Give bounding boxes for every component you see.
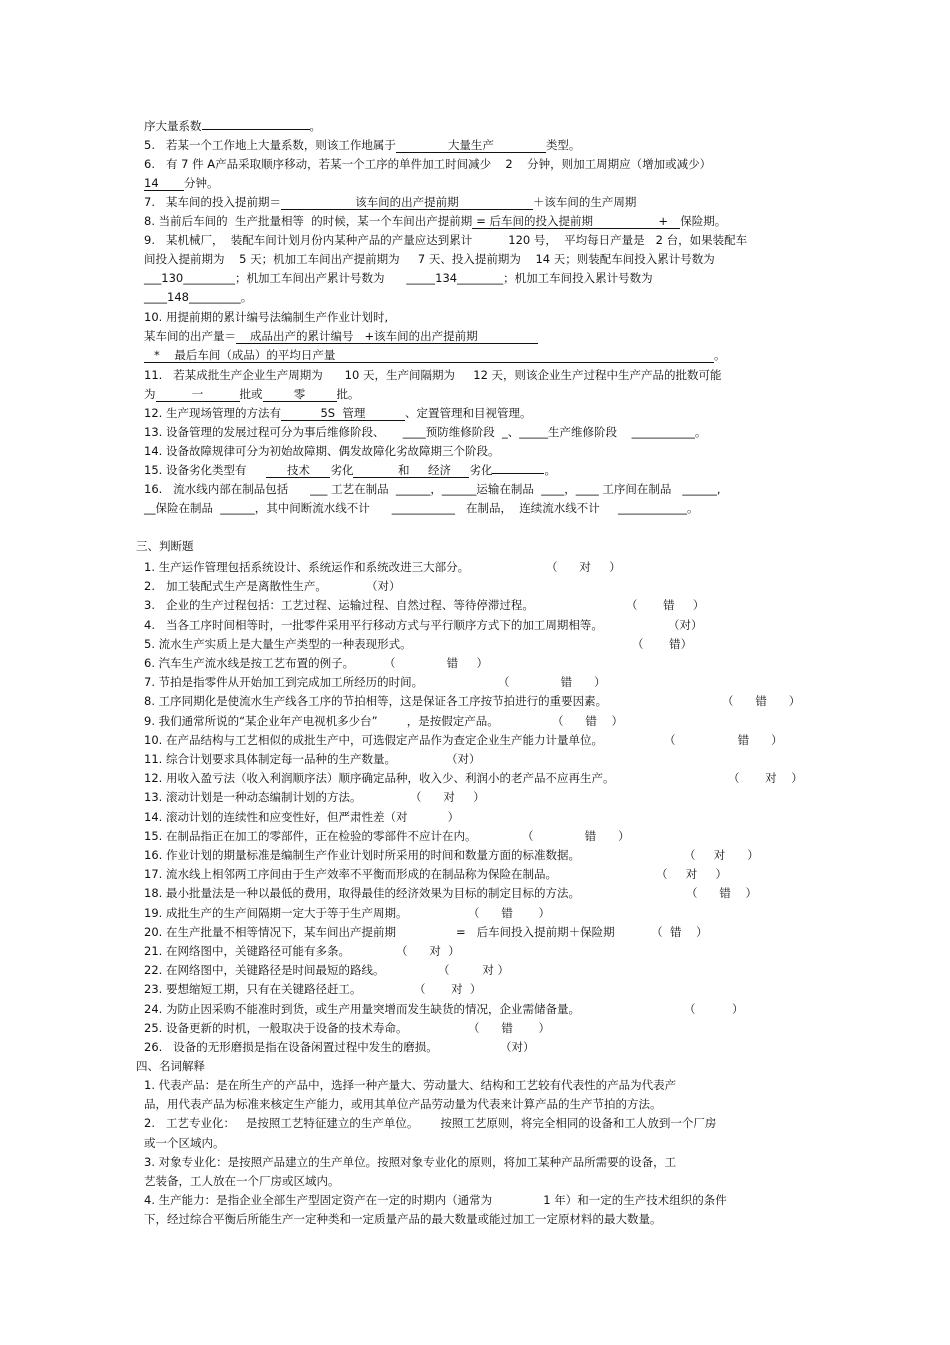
fill-item-11-cont: 为 一 批或 零 批。 xyxy=(144,387,360,401)
judge-item-answer: （ 错 ） xyxy=(664,732,783,747)
judge-item xyxy=(144,578,401,594)
judge-item xyxy=(144,981,482,997)
fill-item-8: 8. 当前后车间的 生产批量相等 的时候，某一个车间出产提前期 = 后车间的投入提前期 + 保险期。 xyxy=(144,214,727,228)
judge-item xyxy=(144,636,693,652)
judge-item-answer: （对） xyxy=(500,1040,535,1054)
fill-item-7: 7. 某车间的投入提前期＝ 该车间的出产提前期 ＋该车间的生产周期 xyxy=(144,195,637,209)
judge-item-answer: （ 对 ） xyxy=(414,982,482,997)
judge-item xyxy=(144,885,758,901)
judge-item-text: 12. 用收入盈亏法（收入利润顺序法）顺序确定品种，收入少、利润小的老产品不应再生产。 xyxy=(144,771,615,786)
fill-item-5: 5. 若某一个工作地上大量系数，则该工作地属于 大量生产 类型。 xyxy=(144,138,581,152)
judge-item-text: 20. 在生产批量不相等情况下，某车间出产提前期 xyxy=(144,924,396,939)
judge-item-text: 3. 企业的生产过程包括：工艺过程、运输过程、自然过程、等待停滞过程。 xyxy=(144,598,534,613)
judge-item-answer: （ ） xyxy=(684,1001,744,1016)
judge-item xyxy=(144,770,803,786)
term-line: 4. 生产能力：是指企业全部生产型固定资产在一定的时期内（通常为 1 年）和一定的生产技术组织的条件 xyxy=(144,1193,727,1208)
judge-item-text: 8. 工序同期化是使流水生产线各工序的节拍相等，这是保证各工序按节拍进行的重要因素。 xyxy=(144,694,608,709)
judge-item-answer: （ 错 ） xyxy=(498,675,606,690)
judge-item-text: 2. 加工装配式生产是离散性生产。 xyxy=(144,579,327,594)
term-line: 品，用代表产品为标准来核定生产能力，或用其单位产品劳动量为代表来计算产品的生产节拍的方法。 xyxy=(144,1097,662,1112)
term-line: 3. 对象专业化：是按照产品建立的生产单位。按照对象专业化的原则，将加工某种产品所需要的设备，工 xyxy=(144,1154,677,1169)
fill-item-10-cont2: * 最后车间（成品）的平均日产量 。 xyxy=(144,347,726,363)
judge-item xyxy=(144,751,481,767)
judge-item-answer: （ 错 ） xyxy=(468,905,551,920)
term-line: 2. 工艺专业化： 是按照工艺特征建立的生产单位。 按照工艺原则，将完全相同的设备和工人放到一个厂房 xyxy=(144,1116,717,1131)
fill-item-9-cont3: ____148_________。 xyxy=(144,290,253,304)
judge-item-answer: （ 对 ） xyxy=(410,790,485,805)
judge-item-answer: （ 错 ） xyxy=(552,713,624,728)
judge-item-answer: （对） xyxy=(366,579,401,594)
fill-item-9-cont1: 间投入提前期为 5 天；机加工车间出产提前期为 7 天、投入提前期为 14 天；则装配车间投入累计号数为 xyxy=(144,252,715,266)
judge-item-text: 5. 流水生产实质上是大量生产类型的一种表现形式。 xyxy=(144,636,412,651)
fill-item-15: 15. 设备劣化类型有 技术 劣化 和 经济 劣化 。 xyxy=(144,463,556,477)
judge-item xyxy=(144,847,759,863)
judge-item-text: 24. 为防止因采购不能准时到货，或生产用量突增而发生缺货的情况，企业需储备量。 xyxy=(144,1001,580,1016)
judge-item xyxy=(144,924,708,940)
judge-item xyxy=(144,1020,551,1036)
judge-item-answer: （对） xyxy=(446,752,481,766)
judge-item-text: 26. 设备的无形磨损是指在设备闲置过程中发生的磨损。 xyxy=(144,1040,438,1054)
judge-item xyxy=(144,732,783,748)
fill-item-10-cont1: 某车间的出产量＝ 成品出产的累计编号 +该车间的出产提前期 xyxy=(144,328,538,344)
judge-item xyxy=(144,559,621,575)
judge-item-text: 10. 在产品结构与工艺相似的成批生产中，可选假定产品作为查定企业生产能力计量单位。 xyxy=(144,732,603,747)
judge-item xyxy=(144,713,624,729)
judge-item xyxy=(144,809,459,825)
judge-item-text: 23. 要想缩短工期，只有在关键路径赶工。 xyxy=(144,982,362,997)
fill-item-9-cont2: ___130_________；机加工车间出产累计号数为 _____134________；机加工车间投入累计号数为 xyxy=(144,271,653,285)
judge-item-answer: （ 错 ） xyxy=(384,656,488,670)
judge-item-answer: （ 对 ） xyxy=(684,848,759,862)
term-line: 艺装备，工人放在一个厂房或区域内。 xyxy=(144,1174,340,1188)
judge-item-answer: （ 错 ） xyxy=(626,598,705,613)
fill-item-16: 16. 流水线内部在制品包括 ___ 工艺在制品 ______，______运输在制品 ____，____ 工序间在制品 ______, xyxy=(144,482,721,496)
fill-line-cont: 序大量系数 。 xyxy=(144,119,321,133)
judge-item xyxy=(144,962,510,978)
fill-item-14: 14. 设备故障规律可分为初始故障期、偶发故障化劣故障期三个阶段。 xyxy=(144,444,500,458)
judge-item-answer: （ 错 ） xyxy=(468,1020,551,1035)
judge-item-text: 16. 作业计划的期量标准是编制生产作业计划时所采用的时间和数量方面的标准数据。 xyxy=(144,848,580,862)
term-line: 或一个区域内。 xyxy=(144,1135,225,1150)
judge-item-answer: （ 对 ） xyxy=(396,944,460,958)
judge-item-answer: （ 错 ） xyxy=(686,886,758,901)
judge-item-text: 7. 节拍是指零件从开始加工到完成加工所经历的时间。 xyxy=(144,675,424,690)
judge-item-answer: （ 对 ） xyxy=(438,963,510,978)
judge-item-text: 25. 设备更新的时机，一般取决于设备的技术寿命。 xyxy=(144,1020,408,1035)
section-title-terms: 四、名词解释 xyxy=(136,1059,205,1073)
fill-item-11: 11. 若某成批生产企业生产周期为 10 天，生产间隔期为 12 天，则该企业生产过程中生产产品的批数可能 xyxy=(144,368,722,382)
judge-item-text: 17. 流水线上相邻两工序间由于生产效率不平衡而形成的在制品称为保险在制品。 xyxy=(144,867,557,882)
judge-item-text: 14. 滚动计划的连续性和应变性好，但严肃性差（对 ） xyxy=(144,809,460,824)
judge-item xyxy=(144,943,460,959)
fill-item-6: 6. 有 7 件 A产品采取顺序移动，若某一个工序的单件加工时间减少 2 分钟，则加工周期应（增加或减少） xyxy=(144,157,712,171)
judge-item xyxy=(144,655,488,671)
judge-item-text: 13. 滚动计划是一种动态编制计划的方法。 xyxy=(144,790,362,805)
judge-item-answer: （ 错 ） xyxy=(722,694,801,709)
judge-item xyxy=(144,693,801,709)
judge-item xyxy=(144,617,703,633)
judge-item xyxy=(144,674,606,690)
judge-item xyxy=(144,1039,535,1055)
fill-item-13: 13. 设备管理的发展过程可分为事后维修阶段、 ____预防维修阶段 _、_____生产维修阶段 ___________。 xyxy=(144,425,707,439)
judge-item-answer: （ 对 ） xyxy=(728,771,803,786)
judge-item-text: 6. 汽车生产流水线是按工艺布置的例子。 xyxy=(144,656,355,670)
judge-item xyxy=(144,597,705,613)
fill-item-10: 10. 用提前期的累计编号法编制生产作业计划时, xyxy=(144,310,389,324)
term-line: 1. 代表产品：是在所生产的产品中，选择一种产量大、劳动量大、结构和工艺较有代表性的产品为代表产 xyxy=(144,1078,677,1092)
section-title-judge: 三、判断题 xyxy=(136,539,194,553)
judge-item xyxy=(144,828,630,844)
judge-item-text: 1. 生产运作管理包括系统设计、系统运作和系统改进三大部分。 xyxy=(144,560,470,574)
judge-item-text: 11. 综合计划要求具体制定每一品种的生产数量。 xyxy=(144,752,396,766)
judge-item xyxy=(144,1001,744,1017)
judge-item-answer: （ 对 ） xyxy=(656,867,728,882)
term-line: 下，经过综合平衡后所能生产一定种类和一定质量产品的最大数量或能过加工一定原材料的最大数量。 xyxy=(144,1212,662,1227)
judge-item-text: 19. 成批生产的生产间隔期一定大于等于生产周期。 xyxy=(144,905,408,920)
fill-item-12: 12. 生产现场管理的方法有 5S 管理 、定置管理和目视管理。 xyxy=(144,406,532,420)
judge-item-text: 18. 最小批量法是一种以最低的费用，取得最佳的经济效果为目标的制定目标的方法。 xyxy=(144,886,580,901)
judge-item-text: 4. 当各工序时间相等时，一批零件采用平行移动方式与平行顺序方式下的加工周期相等。 xyxy=(144,617,603,632)
judge-item xyxy=(144,866,728,882)
judge-item-text: 15. 在制品指正在加工的零部件，正在检验的零部件不应计在内。 xyxy=(144,828,477,843)
judge-item-answer: （对） xyxy=(668,617,703,632)
judge-item-text: 22. 在网络图中，关键路径是时间最短的路线。 xyxy=(144,963,385,978)
judge-item-answer: （ 错） xyxy=(632,636,693,651)
judge-item-text: 21. 在网络图中，关键路径可能有多条。 xyxy=(144,944,350,958)
fill-item-9: 9. 某机械厂， 装配车间计划月份内某种产品的产量应达到累计 120 号， 平均每日产量是 2 台，如果装配车 xyxy=(144,233,748,247)
judge-item xyxy=(144,905,551,921)
fill-item-6-cont: 14 分钟。 xyxy=(144,176,219,190)
judge-item xyxy=(144,789,485,805)
fill-item-16-cont: __保险在制品 ______，其中间断流水线不计 ___________ 在制品， 连续流水线不计 ____________。 xyxy=(144,501,699,515)
judge-item-text: 9. 我们通常所说的“某企业年产电视机多少台” ，是按假定产品。 xyxy=(144,713,499,728)
judge-item-answer: （ 错 ） xyxy=(522,828,630,843)
judge-item-answer: （ 对 ） xyxy=(546,560,621,574)
judge-item-answer: = 后车间投入提前期＋保险期 （ 错 ） xyxy=(456,924,708,939)
